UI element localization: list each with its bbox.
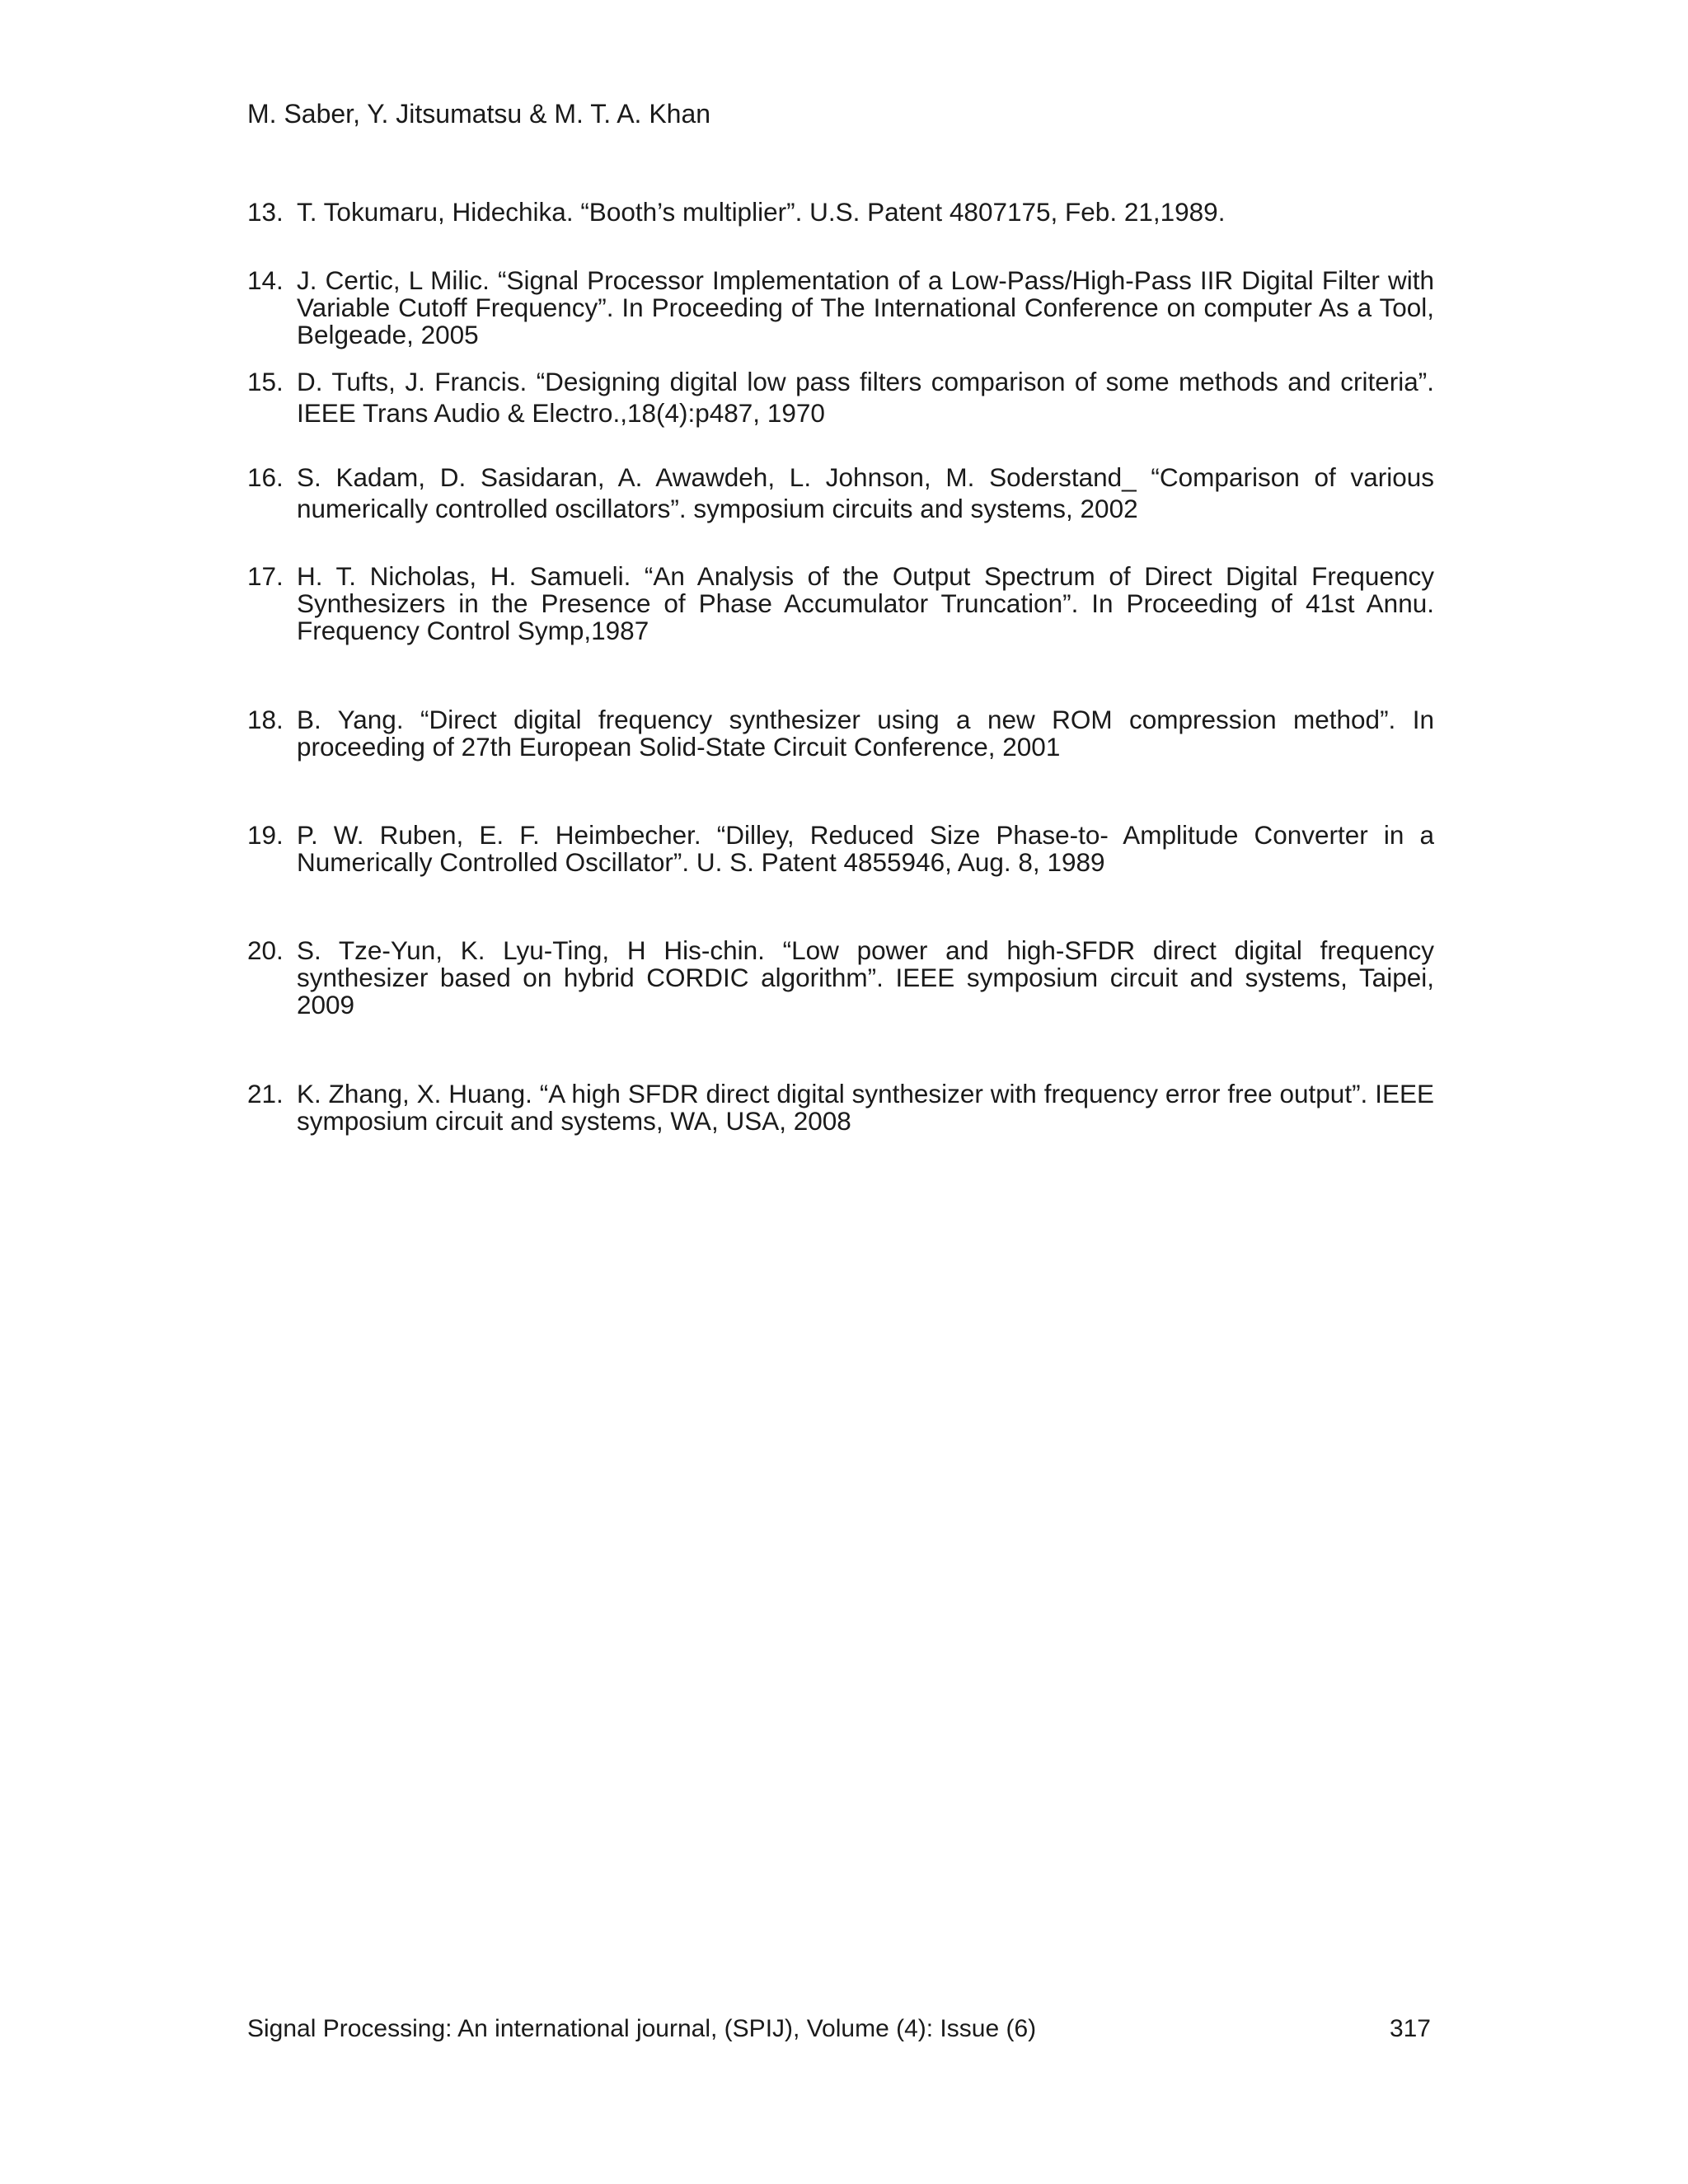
reference-number: 13.: [247, 197, 284, 227]
reference-item: [247, 937, 1434, 1019]
reference-item: [247, 563, 1434, 644]
reference-text: K. Zhang, X. Huang. “A high SFDR direct digital synthesizer with frequency error free output”. IEEE symposium circuit and systems, WA, USA, 2008: [297, 1079, 1434, 1136]
reference-number: 17.: [247, 561, 284, 591]
reference-item: [247, 267, 1434, 349]
reference-number: 14.: [247, 265, 284, 295]
reference-number: 20.: [247, 935, 284, 965]
reference-text: B. Yang. “Direct digital frequency synthesizer using a new ROM compression method”. In proceeding of 27th European Solid-State Circuit Conference, 2001: [297, 705, 1434, 762]
reference-item: [247, 822, 1434, 876]
reference-text: J. Certic, L Milic. “Signal Processor Implementation of a Low-Pass/High-Pass IIR Digital Filter with Variable Cutoff Frequency”. In Proceeding of The International Conference on computer As a Tool, Belgeade, 2005: [297, 265, 1434, 349]
reference-number: 21.: [247, 1079, 284, 1108]
reference-text: P. W. Ruben, E. F. Heimbecher. “Dilley, Reduced Size Phase-to- Amplitude Converter in a Numerically Controlled Oscillator”. U. S. Patent 4855946, Aug. 8, 1989: [297, 820, 1434, 877]
reference-number: 18.: [247, 705, 284, 734]
reference-number: 16.: [247, 462, 284, 492]
reference-text: T. Tokumaru, Hidechika. “Booth’s multiplier”. U.S. Patent 4807175, Feb. 21,1989.: [297, 197, 1226, 227]
reference-text: H. T. Nicholas, H. Samueli. “An Analysis of the Output Spectrum of Direct Digital Frequency Synthesizers in the Presence of Phase Accumulator Truncation”. In Proceeding of 41st Annu. Frequency Control Symp,1987: [297, 561, 1434, 645]
reference-text: D. Tufts, J. Francis. “Designing digital low pass filters comparison of some methods and criteria”. IEEE Trans Audio & Electro.,18(4):p487, 1970: [297, 367, 1434, 428]
reference-item: [247, 1080, 1434, 1135]
reference-item: [247, 462, 1434, 524]
reference-item: [247, 366, 1434, 429]
reference-text: S. Kadam, D. Sasidaran, A. Awawdeh, L. Johnson, M. Soderstand_ “Comparison of various numerically controlled oscillators”. symposium circuits and systems, 2002: [297, 462, 1434, 523]
reference-item: [247, 199, 1434, 226]
footer-page-number: 317: [1389, 2015, 1431, 2042]
reference-number: 19.: [247, 820, 284, 850]
running-header-authors: M. Saber, Y. Jitsumatsu & M. T. A. Khan: [247, 99, 711, 129]
reference-number: 15.: [247, 367, 284, 396]
reference-text: S. Tze-Yun, K. Lyu-Ting, H His-chin. “Low power and high-SFDR direct digital frequency synthesizer based on hybrid CORDIC algorithm”. IEEE symposium circuit and systems, Taipei, 2009: [297, 935, 1434, 1019]
footer-journal-title: Signal Processing: An international journal, (SPIJ), Volume (4): Issue (6): [247, 2015, 1037, 2042]
reference-item: [247, 706, 1434, 761]
